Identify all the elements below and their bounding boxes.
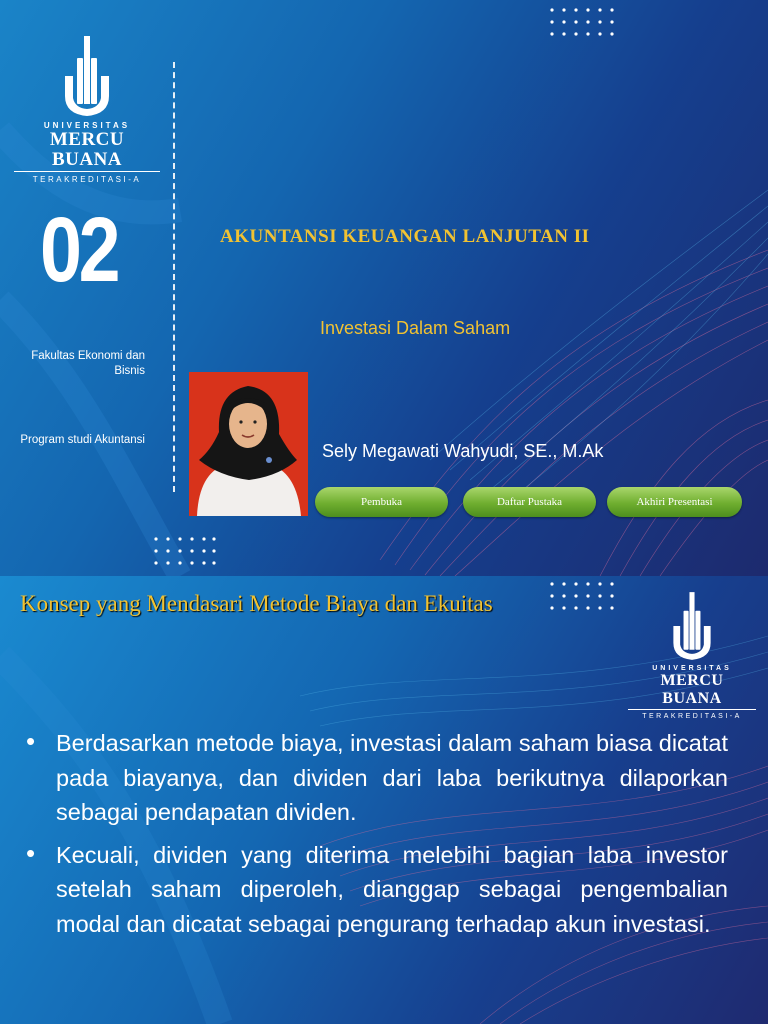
university-logo — [14, 36, 160, 184]
bullet-list — [26, 726, 728, 949]
opening-button[interactable]: Pembuka — [315, 487, 448, 517]
program-text: Program studi Akuntansi — [20, 434, 145, 446]
mercu-buana-emblem-icon — [670, 592, 714, 660]
bullet-item: • Kecuali, dividen yang diterima melebihi bagian laba investor setelah saham diperoleh, dianggap sebagai pengembalian modal dan dicatat sebagai pengurang terhadap akun investasi. — [26, 838, 728, 942]
logo-name-text: MERCU BUANA — [628, 672, 756, 710]
end-presentation-button[interactable]: Akhiri Presentasi — [607, 487, 742, 517]
lecturer-photo — [189, 372, 308, 516]
logo-name-text: MERCU BUANA — [14, 130, 160, 172]
logo-accreditation-text: TERAKREDITASI-A — [642, 713, 742, 720]
content-slide — [0, 576, 768, 1024]
logo-university-text: UNIVERSITAS — [43, 121, 131, 130]
faculty-text: Fakultas Ekonomi dan Bisnis — [31, 350, 145, 377]
dots-decoration — [548, 580, 620, 612]
logo-accreditation-text: TERAKREDITASI-A — [32, 175, 142, 184]
dots-decoration — [152, 535, 218, 575]
bullet-item: • Berdasarkan metode biaya, investasi dalam saham biasa dicatat pada biayanya, dan dividen dari laba berikutnya dilaporkan sebagai pendapatan dividen. — [26, 726, 728, 830]
lecturer-portrait-icon — [189, 372, 308, 516]
session-number: 02 — [40, 199, 118, 301]
topic-title: Investasi Dalam Saham — [320, 318, 511, 338]
mercu-buana-emblem-icon — [61, 36, 113, 116]
dashed-divider — [173, 62, 175, 492]
slide-title: Konsep yang Mendasari Metode Biaya dan Ekuitas — [20, 591, 493, 616]
course-title: AKUNTANSI KEUANGAN LANJUTAN II — [220, 226, 590, 247]
university-logo — [628, 592, 756, 720]
dots-decoration — [548, 6, 620, 38]
logo-university-text: UNIVERSITAS — [652, 665, 732, 672]
bibliography-button[interactable]: Daftar Pustaka — [463, 487, 596, 517]
lecturer-name: Sely Megawati Wahyudi, SE., M.Ak — [322, 441, 604, 461]
